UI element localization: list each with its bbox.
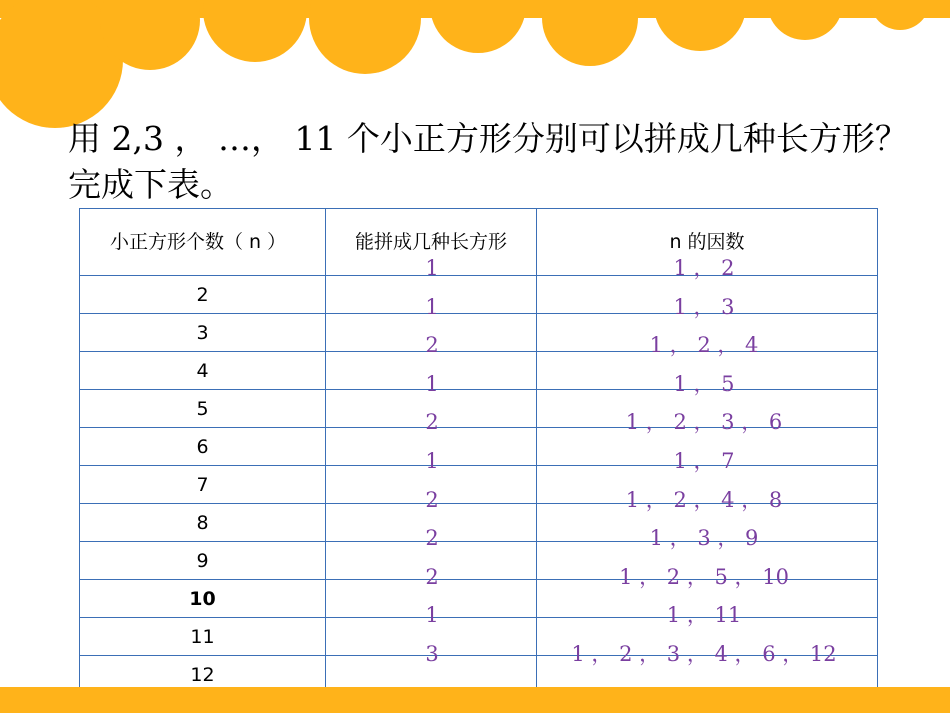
answer-factors: 1 ， 2 ， 4 ， 8 [625, 487, 783, 512]
table-row [80, 428, 878, 466]
table-header-row [80, 209, 878, 276]
cell-count: 8 [80, 504, 326, 542]
cell-factors [537, 428, 878, 466]
header-count: 小正方形个数（ n ） [80, 209, 326, 276]
cell-rectangles [326, 390, 537, 428]
bottom-bar-decoration [0, 687, 950, 713]
answer-factors: 1 ， 2 ， 4 [649, 333, 759, 358]
cell-count: 9 [80, 542, 326, 580]
cell-factors [537, 390, 878, 428]
answer-count: 3 [425, 642, 439, 666]
answer-count: 2 [425, 410, 439, 435]
table-row [80, 580, 878, 618]
cell-count: 2 [80, 276, 326, 314]
table-row [80, 314, 878, 352]
cell-factors [537, 352, 878, 390]
answer-factors: 1 ， 2 ， 3 ， 6 [625, 410, 783, 435]
cell-count: 10 [80, 580, 326, 618]
cell-rectangles [326, 314, 537, 352]
cell-count: 11 [80, 618, 326, 656]
cell-rectangles [326, 504, 537, 542]
cell-factors [537, 466, 878, 504]
answer-factors: 1 ， 5 [673, 371, 735, 396]
cell-count: 7 [80, 466, 326, 504]
table-row [80, 542, 878, 580]
answer-count: 2 [425, 333, 439, 358]
table-row [80, 352, 878, 390]
header-rectangles: 能拼成几种长方形 [326, 209, 537, 276]
answer-count: 2 [425, 564, 439, 589]
cell-count: 3 [80, 314, 326, 352]
table-row [80, 390, 878, 428]
factor-table [79, 208, 878, 694]
answer-factors: 1 ， 2 [673, 256, 735, 280]
cell-count: 6 [80, 428, 326, 466]
cell-factors [537, 580, 878, 618]
header-factors: n 的因数 [537, 209, 878, 276]
cell-rectangles [326, 542, 537, 580]
answer-factors: 1 ， 2 ， 3 ， 4 ， 6 ， 12 [571, 642, 837, 666]
cell-rectangles [326, 276, 537, 314]
cell-rectangles [326, 428, 537, 466]
answer-factors: 1 ， 11 [666, 603, 742, 628]
cell-factors [537, 314, 878, 352]
cell-factors [537, 618, 878, 656]
cell-rectangles [326, 580, 537, 618]
answer-count: 1 [425, 256, 439, 280]
table-row [80, 276, 878, 314]
cell-factors [537, 504, 878, 542]
cell-factors [537, 542, 878, 580]
page-title: 用 2,3 ， …， 11 个小正方形分别可以拼成几种长方形？完成下表。 [68, 119, 908, 204]
answer-count: 1 [425, 294, 439, 319]
answer-count: 1 [425, 449, 439, 473]
cell-rectangles [326, 618, 537, 656]
table-row [80, 466, 878, 504]
cell-count: 12 [80, 656, 326, 694]
table-row [80, 504, 878, 542]
cloud-decoration [0, 0, 950, 130]
cell-rectangles [326, 466, 537, 504]
cell-rectangles [326, 352, 537, 390]
answer-factors: 1 ， 2 ， 5 ， 10 [619, 564, 789, 589]
answer-count: 1 [425, 371, 439, 396]
answer-count: 1 [425, 603, 439, 628]
cell-count: 4 [80, 352, 326, 390]
cell-factors [537, 276, 878, 314]
answer-factors: 1 ， 7 [673, 449, 735, 473]
cell-count: 5 [80, 390, 326, 428]
answer-count: 2 [425, 526, 439, 551]
answer-count: 2 [425, 487, 439, 512]
answer-factors: 1 ， 3 [673, 294, 735, 319]
answer-factors: 1 ， 3 ， 9 [649, 526, 759, 551]
table-row [80, 618, 878, 656]
